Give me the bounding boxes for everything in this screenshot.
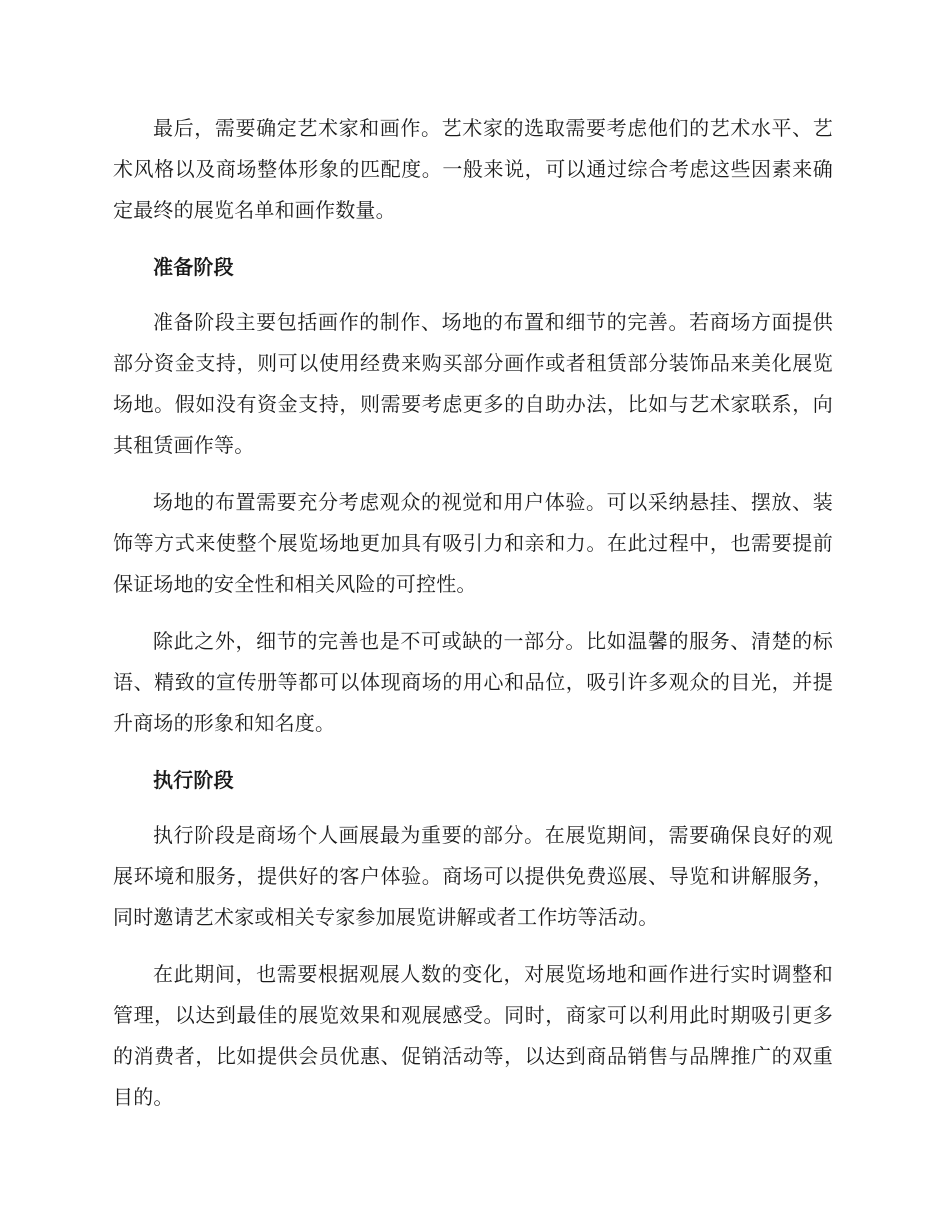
paragraph-adjustment-management: 在此期间，也需要根据观展人数的变化，对展览场地和画作进行实时调整和管理，以达到最佳的展览效果和观展感受。同时，商家可以利用此时期吸引更多的消费者，比如提供会员优惠、促销活动等，以达到商品销售与品牌推广的双重目的。 bbox=[113, 962, 833, 1109]
document-page bbox=[113, 108, 833, 1134]
paragraph-venue-layout: 场地的布置需要充分考虑观众的视觉和用户体验。可以采纳悬挂、摆放、装饰等方式来使整个展览场地更加具有吸引力和亲和力。在此过程中，也需要提前保证场地的安全性和相关风险的可控性。 bbox=[113, 490, 833, 596]
paragraph-details: 除此之外，细节的完善也是不可或缺的一部分。比如温馨的服务、清楚的标语、精致的宣传册等都可以体现商场的用心和品位，吸引许多观众的目光，并提升商场的形象和知名度。 bbox=[113, 629, 833, 735]
paragraph-execution-overview: 执行阶段是商场个人画展最为重要的部分。在展览期间，需要确保良好的观展环境和服务，提供好的客户体验。商场可以提供免费巡展、导览和讲解服务，同时邀请艺术家或相关专家参加展览讲解或者工作坊等活动。 bbox=[113, 823, 833, 929]
paragraph-artist-selection: 最后，需要确定艺术家和画作。艺术家的选取需要考虑他们的艺术水平、艺术风格以及商场整体形象的匹配度。一般来说，可以通过综合考虑这些因素来确定最终的展览名单和画作数量。 bbox=[113, 116, 833, 222]
section-heading-preparation: 准备阶段 bbox=[153, 255, 234, 279]
section-heading-execution: 执行阶段 bbox=[153, 768, 234, 792]
paragraph-preparation-overview: 准备阶段主要包括画作的制作、场地的布置和细节的完善。若商场方面提供部分资金支持，则可以使用经费来购买部分画作或者租赁部分装饰品来美化展览场地。假如没有资金支持，则需要考虑更多的自助办法，比如与艺术家联系，向其租赁画作等。 bbox=[113, 310, 833, 457]
